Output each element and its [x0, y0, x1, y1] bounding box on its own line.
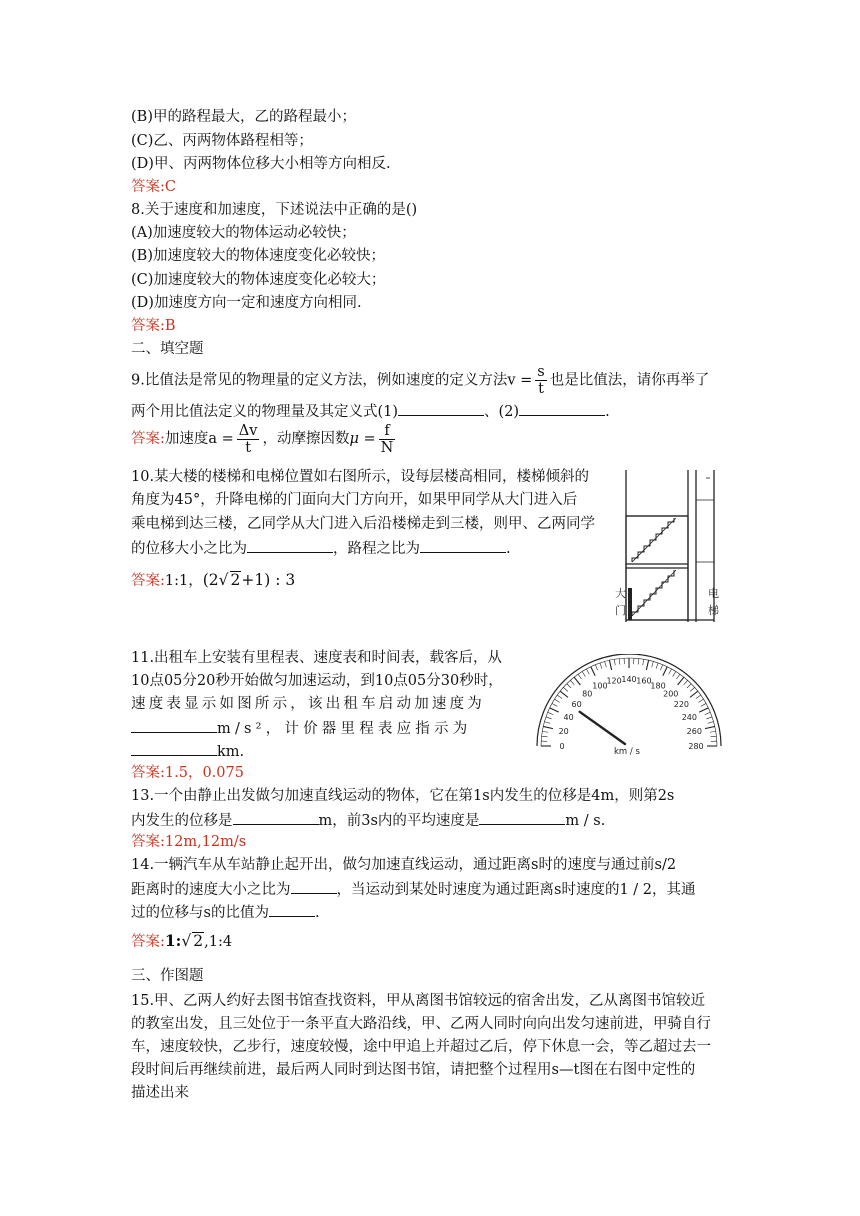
- q10-answer: 答案:1:1，(2√ 2+1) : 3: [131, 571, 296, 589]
- q15-line1: 15.甲、乙两人约好去图书馆查找资料，甲从离图书馆较远的宿舍出发，乙从离图书馆较近: [131, 993, 706, 1009]
- gauge-minor-tick: [586, 669, 589, 674]
- gauge-minor-tick: [595, 665, 597, 671]
- gauge-minor-tick: [544, 722, 550, 724]
- gauge-tick-label: 100: [592, 681, 608, 691]
- gauge-tick-label: 0: [559, 742, 565, 751]
- gauge-minor-tick: [701, 703, 706, 706]
- q15-line2: 的教室出发，且三处位于一条平直大路沿线，甲、乙两人同时向向出发匀速前进，甲骑自行: [131, 1016, 711, 1032]
- q10-line2: 角度为45°，升降电梯的门面向大门方向开，如果甲同学从大门进入后: [131, 492, 578, 508]
- gauge-tick-label: 260: [686, 727, 702, 737]
- elevator-label-2: 梯: [708, 604, 719, 617]
- q9-answer: 答案:加速度a = $\frac{\Delta v}{t}$ ，动摩擦因数μ = $\frac{f}{N}$: [131, 422, 394, 456]
- gauge-minor-tick: [605, 661, 607, 667]
- gauge-minor-tick: [656, 663, 658, 669]
- q15-line3: 车，速度较快，乙步行，速度较慢，途中甲追上并超过乙后，停下休息一会，等乙超过去一: [131, 1039, 711, 1055]
- gauge-minor-tick: [542, 731, 548, 732]
- gauge-major-tick: [550, 708, 559, 712]
- gauge-tick-label: 140: [621, 675, 637, 684]
- q10-line1: 10.某大楼的楼梯和电梯位置如右图所示，设每层楼高相同，楼梯倾斜的: [131, 469, 590, 485]
- q14-line3: 过的位移与s的比值为 .: [131, 901, 320, 923]
- gauge-tick-label: 220: [673, 700, 690, 710]
- gauge-minor-tick: [563, 687, 567, 691]
- gauge-tick-label: 200: [663, 689, 679, 699]
- q9-friction-fraction: $\frac{f}{N}$: [380, 422, 394, 456]
- gauge-tick-label: 60: [571, 700, 582, 710]
- gauge-minor-tick: [710, 731, 716, 732]
- gauge-minor-tick: [557, 695, 562, 698]
- q8-option-a: (A)加速度较大的物体运动必较快；: [131, 225, 356, 241]
- q7-option-c: (C)乙、丙两物体路程相等；: [131, 133, 313, 149]
- gauge-minor-tick: [619, 659, 620, 665]
- q9-accel-fraction: $\frac{\Delta v}{t}$: [238, 422, 258, 456]
- gauge-tick-label: 80: [582, 689, 593, 699]
- speedometer-unit-label: km / s: [614, 747, 640, 757]
- gauge-major-tick: [690, 691, 698, 697]
- q11-answer: 答案:1.5，0.075: [131, 765, 244, 781]
- q13-blank-2[interactable]: [479, 809, 565, 825]
- gauge-minor-tick: [578, 674, 581, 679]
- gauge-minor-tick: [542, 736, 548, 737]
- q8-option-d: (D)加速度方向一定和速度方向相同.: [131, 295, 362, 311]
- gauge-minor-tick: [567, 684, 571, 688]
- q11-blank-distance[interactable]: [131, 740, 217, 756]
- gauge-minor-tick: [546, 717, 552, 719]
- q14-blank-2[interactable]: [269, 901, 315, 917]
- gauge-major-tick: [609, 660, 611, 670]
- q9-line2: 两个用比值法定义的物理量及其定义式(1) 、(2) .: [131, 400, 610, 422]
- gauge-minor-tick: [582, 671, 585, 676]
- gauge-tick-label: 280: [688, 742, 704, 751]
- q11-line2: 10点05分20秒开始做匀加速运动，到10点05分30秒时，: [131, 673, 503, 689]
- q8-option-c: (C)加速度较大的物体速度变化必较大；: [131, 272, 386, 288]
- main-gate-block: [628, 588, 632, 620]
- q9-velocity-fraction: $\frac{s}{t}$: [537, 364, 545, 397]
- gauge-minor-tick: [676, 674, 679, 679]
- q13-line1: 13.一个由静止出发做匀加速直线运动的物体，它在第1s内发生的位移是4m，则第2s: [131, 788, 675, 804]
- q11-line4: m/s²，计价器里程表应指示为: [131, 717, 519, 739]
- q10-line4: 的位移大小之比为 ，路程之比为 .: [131, 537, 511, 559]
- q9-blank-2[interactable]: [519, 400, 605, 416]
- gauge-major-tick: [646, 660, 648, 670]
- q10-blank-2[interactable]: [420, 537, 506, 553]
- q7-option-d: (D)甲、丙两物体位移大小相等方向相反.: [131, 156, 391, 172]
- q14-line1: 14.一辆汽车从车站静止起开出，做匀加速直线运动，通过距离s时的速度与通过前s/2: [131, 857, 677, 873]
- q9-blank-1[interactable]: [398, 400, 484, 416]
- gauge-major-tick: [678, 677, 684, 685]
- section-heading-drawing: 三、作图题: [131, 968, 204, 984]
- gauge-minor-tick: [698, 699, 703, 702]
- elevator-label-1: 电: [708, 587, 719, 600]
- gauge-minor-tick: [570, 680, 574, 684]
- gauge-minor-tick: [690, 687, 694, 691]
- q8-option-b: (B)加速度较大的物体速度变化必较快；: [131, 248, 385, 264]
- q7-option-b: (B)甲的路程最大，乙的路程最小；: [131, 109, 356, 125]
- gauge-tick-label: 120: [606, 676, 622, 686]
- speedometer-gauge: [529, 654, 729, 758]
- gauge-minor-tick: [669, 669, 672, 674]
- gauge-minor-tick: [684, 680, 688, 684]
- q7-answer: 答案:C: [131, 179, 176, 195]
- q15-line5: 描述出来: [131, 1085, 189, 1101]
- gauge-major-tick: [663, 667, 667, 676]
- gauge-minor-tick: [706, 717, 712, 719]
- q10-blank-1[interactable]: [247, 537, 333, 553]
- gauge-major-tick: [574, 677, 580, 685]
- q8-stem: 8.关于速度和加速度，下述说法中正确的是(): [131, 202, 418, 218]
- gauge-minor-tick: [643, 659, 644, 665]
- gauge-minor-tick: [554, 699, 559, 702]
- gauge-major-tick: [699, 708, 708, 712]
- gauge-major-tick: [560, 691, 568, 697]
- q15-line4: 段时间后再继续前进，最后两人同时到达图书馆，请把整个过程用s—t图在右图中定性的: [131, 1062, 696, 1078]
- gauge-tick-label: 40: [563, 712, 574, 722]
- speedometer-needle: [580, 712, 625, 744]
- gauge-major-tick: [591, 667, 595, 676]
- gauge-tick-label: 20: [558, 727, 569, 737]
- gauge-minor-tick: [600, 663, 602, 669]
- gauge-minor-tick: [708, 722, 714, 724]
- q11-blank-accel[interactable]: [131, 717, 217, 733]
- section-heading-fill-in: 二、填空题: [131, 341, 204, 357]
- gauge-major-tick: [543, 726, 553, 728]
- q14-line2: 距离时的速度大小之比为 ，当运动到某处时速度为通过距离s时速度的1 / 2，其通: [131, 878, 696, 900]
- gauge-tick-label: 160: [636, 676, 652, 686]
- gauge-minor-tick: [548, 712, 554, 714]
- building-stairs-elevator-figure: [614, 470, 724, 630]
- q8-answer: 答案:B: [131, 318, 176, 334]
- gauge-minor-tick: [687, 684, 691, 688]
- q13-answer: 答案:12m,12m/s: [131, 834, 247, 850]
- gauge-minor-tick: [710, 736, 716, 737]
- gauge-minor-tick: [652, 661, 654, 667]
- gauge-minor-tick: [552, 703, 557, 706]
- q14-blank-1[interactable]: [291, 878, 337, 894]
- gate-label-1: 大: [615, 587, 626, 600]
- gauge-minor-tick: [705, 712, 711, 714]
- q13-blank-1[interactable]: [233, 809, 319, 825]
- q11-line5: km.: [131, 740, 244, 762]
- q10-line3: 乘电梯到达三楼，乙同学从大门进入后沿楼梯走到三楼，则甲、乙两同学: [131, 516, 595, 532]
- gauge-tick-label: 180: [650, 681, 666, 691]
- q11-line1: 11.出租车上安装有里程表、速度表和时间表，载客后，从: [131, 650, 503, 666]
- gauge-tick-label: 240: [681, 712, 698, 722]
- gauge-minor-tick: [614, 659, 615, 665]
- q9-line1: 9.比值法是常见的物理量的定义方法，例如速度的定义方法v = $\frac{s}{t}$ 也是比值法，请你再举了: [131, 364, 710, 397]
- gauge-minor-tick: [638, 659, 639, 665]
- gauge-minor-tick: [660, 665, 662, 671]
- q11-line3: 速度表显示如图所示，该出租车启动加速度为: [131, 696, 485, 712]
- q13-line2: 内发生的位移是 m，前3s内的平均速度是 m / s.: [131, 809, 605, 831]
- gauge-minor-tick: [673, 671, 676, 676]
- gauge-major-tick: [705, 726, 715, 728]
- gauge-minor-tick: [696, 695, 701, 698]
- q14-answer: 答案:1:√ 2,1:4: [131, 931, 233, 950]
- gate-label-2: 门: [615, 604, 626, 617]
